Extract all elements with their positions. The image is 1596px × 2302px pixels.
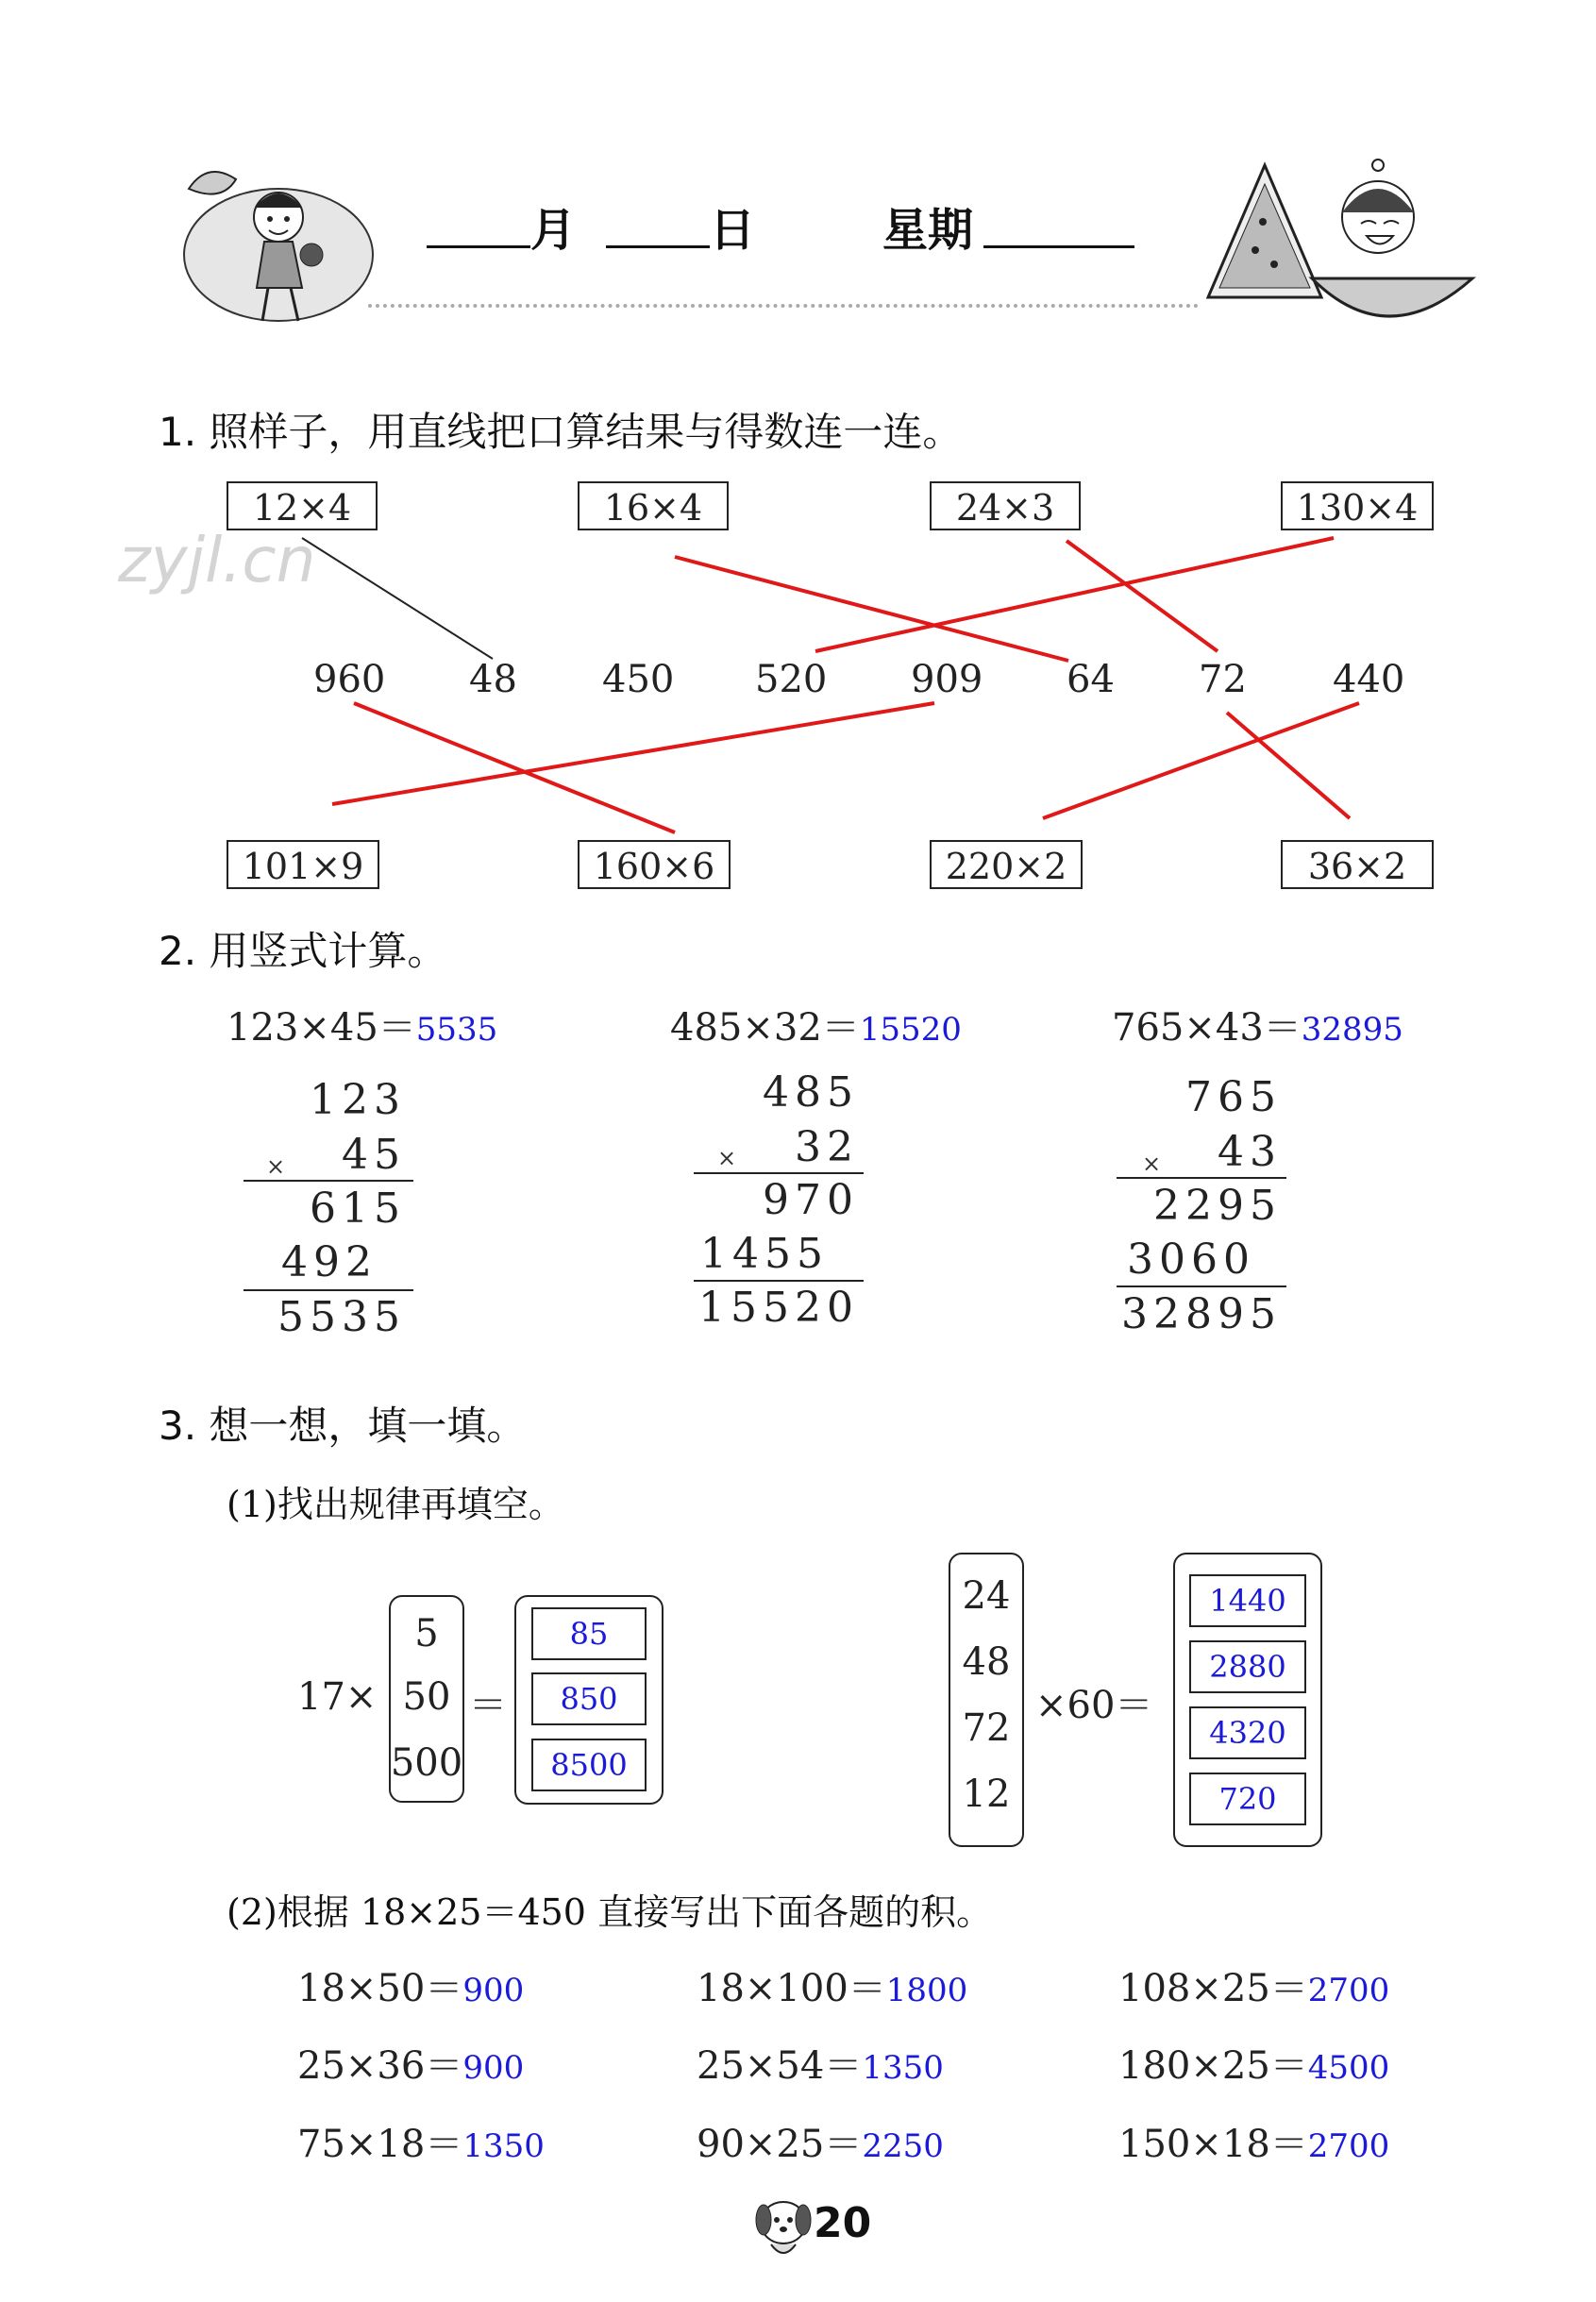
q3-item-8 <box>697 2114 944 2168</box>
weekday-label: 星期 <box>882 204 974 257</box>
q2-vert-2-rule1 <box>694 1172 864 1174</box>
q3-item-3-expr: 108×25＝ <box>1118 1967 1308 2010</box>
q2-vert-1-line3: 615 <box>310 1185 406 1233</box>
q3-right-result-1[interactable]: 1440 <box>1189 1574 1306 1627</box>
q2-vert-1-times: × <box>266 1153 286 1180</box>
q3-item-9 <box>1118 2114 1389 2168</box>
q3-right-result-3[interactable]: 4320 <box>1189 1706 1306 1759</box>
number-64: 64 <box>1067 658 1115 701</box>
q3-item-2 <box>697 1958 967 2012</box>
q3-part1-title: (1)找出规律再填空。 <box>227 1484 564 1525</box>
q3-item-8-expr: 90×25＝ <box>697 2123 863 2166</box>
q3-part2-title: (2)根据 18×25＝450 直接写出下面各题的积。 <box>227 1891 993 1933</box>
q2-expr-2: 485×32＝ <box>670 1006 860 1050</box>
q3-item-2-expr: 18×100＝ <box>697 1967 886 2010</box>
q3-item-9-answer: 2700 <box>1307 2127 1390 2165</box>
bottom-expr-1: 101×9 <box>227 840 379 889</box>
number-48: 48 <box>469 658 517 701</box>
q3-left-input-1: 5 <box>414 1612 439 1655</box>
line-440-220x2 <box>1043 703 1359 818</box>
q3-item-3 <box>1118 1958 1389 2012</box>
q3-item-5-expr: 25×54＝ <box>697 2044 863 2088</box>
q2-problem-2 <box>670 998 962 1051</box>
q3-right-result-2[interactable]: 2880 <box>1189 1640 1306 1693</box>
q3-left-input-2: 50 <box>402 1675 451 1719</box>
q3-left-input-3: 500 <box>390 1741 463 1785</box>
page-number: 20 <box>814 2199 872 2247</box>
q3-left-result-2[interactable]: 850 <box>531 1672 647 1725</box>
q3-left-equals: ＝ <box>469 1684 507 1727</box>
q3-item-7 <box>297 2114 545 2168</box>
q2-problem-1 <box>227 998 497 1051</box>
q3-item-5-answer: 1350 <box>862 2049 944 2087</box>
line-909-101x9 <box>332 703 934 804</box>
number-450: 450 <box>602 658 675 701</box>
q2-vert-2-times: × <box>717 1145 737 1171</box>
bottom-expr-2: 160×6 <box>578 840 731 889</box>
q3-item-1-answer: 900 <box>462 1972 525 2009</box>
top-expr-3: 24×3 <box>930 481 1081 530</box>
q1-title: 1. 照样子，用直线把口算结果与得数连一连。 <box>159 409 963 455</box>
top-expr-2: 16×4 <box>578 481 729 530</box>
number-520: 520 <box>755 658 828 701</box>
q2-vert-3-line1: 765 <box>1185 1073 1282 1121</box>
q2-vert-3-line4: 3060 <box>1127 1235 1255 1284</box>
q3-item-6 <box>1118 2036 1389 2090</box>
q2-vert-2-line5: 15520 <box>698 1284 859 1332</box>
q3-right-input-2: 48 <box>962 1640 1011 1684</box>
q3-item-5 <box>697 2036 944 2090</box>
q3-item-4-expr: 25×36＝ <box>297 2044 463 2088</box>
q3-right-suffix: ×60＝ <box>1035 1684 1153 1727</box>
number-440: 440 <box>1333 658 1405 701</box>
q3-item-1 <box>297 1958 524 2012</box>
q2-vert-1-line2: 45 <box>342 1131 406 1179</box>
q2-vert-3-line2: 43 <box>1218 1128 1282 1176</box>
q2-vert-1-line1: 123 <box>310 1076 406 1124</box>
q2-vert-2-line4: 1455 <box>700 1230 829 1278</box>
q3-item-6-answer: 4500 <box>1307 2049 1390 2087</box>
number-960: 960 <box>313 658 386 701</box>
number-909: 909 <box>911 658 983 701</box>
q3-left-result-3[interactable]: 8500 <box>531 1739 647 1791</box>
q2-vert-2-rule2 <box>694 1280 864 1282</box>
q3-item-2-answer: 1800 <box>885 1972 968 2009</box>
q2-vert-3-rule1 <box>1117 1177 1286 1179</box>
q3-item-8-answer: 2250 <box>862 2127 944 2165</box>
month-label: 月 <box>530 204 577 257</box>
q3-item-3-answer: 2700 <box>1307 1972 1390 2009</box>
q3-left-result-1[interactable]: 85 <box>531 1607 647 1660</box>
q2-vert-1-line5: 5535 <box>277 1293 406 1341</box>
number-72: 72 <box>1199 658 1247 701</box>
q2-answer-3: 32895 <box>1301 1011 1403 1049</box>
q3-right-input-3: 72 <box>962 1706 1011 1750</box>
line-130x4-520 <box>815 538 1334 651</box>
example-line-12x4-48 <box>302 538 493 659</box>
bottom-expr-4: 36×2 <box>1281 840 1434 889</box>
q3-item-1-expr: 18×50＝ <box>297 1967 463 2010</box>
q2-problem-3 <box>1112 998 1403 1051</box>
q3-item-4-answer: 900 <box>462 2049 525 2087</box>
q3-right-input-1: 24 <box>962 1574 1011 1618</box>
q2-vert-1-rule2 <box>244 1289 413 1291</box>
top-expr-4: 130×4 <box>1281 481 1434 530</box>
q3-item-9-expr: 150×18＝ <box>1118 2123 1308 2166</box>
line-960-160x6 <box>354 703 675 832</box>
puppy-icon <box>750 2190 816 2265</box>
line-24x3-72 <box>1067 541 1218 651</box>
q2-vert-1-line4: 492 <box>281 1238 378 1286</box>
q2-vert-1-rule1 <box>244 1180 413 1182</box>
q2-expr-3: 765×43＝ <box>1112 1006 1302 1050</box>
q2-expr-1: 123×45＝ <box>227 1006 416 1050</box>
day-label: 日 <box>710 204 756 257</box>
q2-answer-2: 15520 <box>859 1011 962 1049</box>
top-expr-1: 12×4 <box>227 481 378 530</box>
q2-answer-1: 5535 <box>415 1011 498 1049</box>
q3-title: 3. 想一想，填一填。 <box>159 1403 527 1449</box>
q3-right-result-4[interactable]: 720 <box>1189 1773 1306 1825</box>
q3-item-7-expr: 75×18＝ <box>297 2123 463 2166</box>
bottom-expr-3: 220×2 <box>930 840 1083 889</box>
q3-item-4 <box>297 2036 524 2090</box>
watermark: zyjl.cn <box>118 524 316 597</box>
q2-vert-2-line3: 970 <box>763 1176 859 1224</box>
q3-item-6-expr: 180×25＝ <box>1118 2044 1308 2088</box>
q3-left-prefix: 17× <box>297 1675 378 1719</box>
q2-vert-3-line5: 32895 <box>1121 1290 1282 1338</box>
q3-item-7-answer: 1350 <box>462 2127 545 2165</box>
q2-vert-3-times: × <box>1142 1151 1162 1177</box>
q2-vert-2-line1: 485 <box>763 1068 859 1117</box>
q2-vert-3-rule2 <box>1117 1285 1286 1287</box>
q2-title: 2. 用竖式计算。 <box>159 928 447 974</box>
q3-right-input-4: 12 <box>962 1773 1011 1816</box>
q2-vert-2-line2: 32 <box>795 1123 859 1171</box>
q2-vert-3-line3: 2295 <box>1153 1182 1282 1230</box>
